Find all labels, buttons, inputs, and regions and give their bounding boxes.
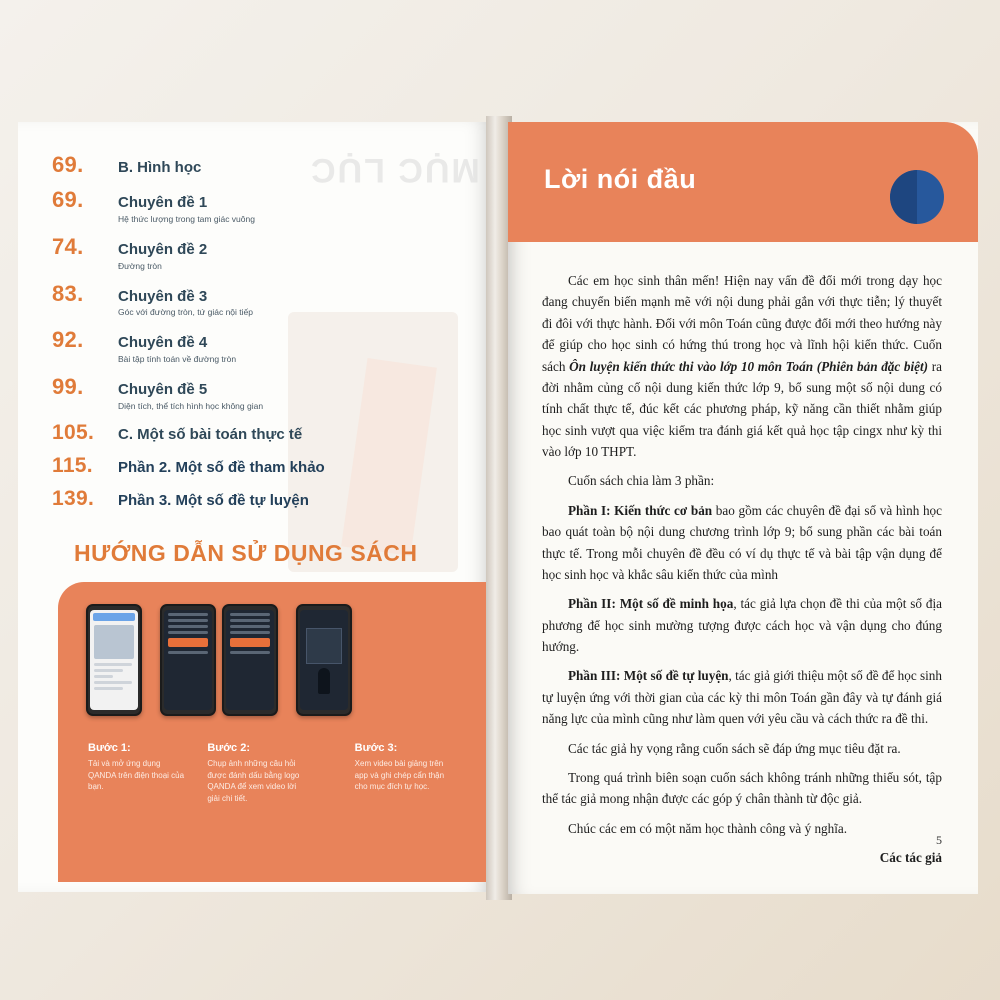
usage-guide-heading: HƯỚNG DẪN SỬ DỤNG SÁCH: [74, 540, 418, 566]
preface-paragraph: Các tác giả hy vọng rằng cuốn sách sẽ đáp ứng mục tiêu đặt ra.: [568, 740, 901, 756]
toc-entry-title: Chuyên đề 4: [118, 334, 208, 352]
toc-page-number: 69.: [52, 187, 84, 212]
toc-entry-title: C. Một số bài toán thực tế: [118, 425, 303, 443]
toc-page-number: 115.: [52, 453, 93, 477]
phone-step-2a-icon: [160, 604, 216, 716]
table-of-contents: [52, 152, 452, 518]
step-title: Bước 2:: [207, 742, 251, 754]
step-description: Xem video bài giảng trên app và ghi chép cẩn thận cho mục đích tự học.: [354, 759, 445, 792]
phone-step-3-icon: [296, 604, 352, 716]
toc-entry-title: Chuyên đề 1: [118, 194, 208, 211]
usage-step: [207, 742, 308, 804]
toc-entry-title: Phần 2. Một số đề tham khảo: [118, 458, 325, 476]
preface-signature: Các tác giả: [879, 850, 942, 865]
toc-entry[interactable]: [52, 487, 452, 511]
usage-step: [355, 742, 456, 804]
step-title: Bước 1:: [88, 742, 131, 754]
step-title: Bước 3:: [354, 742, 398, 754]
usage-steps: [88, 742, 468, 804]
toc-entry-subtitle: Đường tròn: [118, 260, 162, 271]
step-description: Tải và mở ứng dụng QANDA trên điện thoại của bạn.: [88, 759, 185, 792]
toc-entry-subtitle: Góc với đường tròn, tứ giác nội tiếp: [118, 307, 253, 318]
phone-step-1-icon: [86, 604, 142, 716]
toc-entry[interactable]: [52, 234, 452, 272]
publisher-logo-icon: [890, 170, 944, 224]
toc-page-number: 105.: [52, 420, 95, 444]
page-number: 5: [936, 833, 942, 847]
open-book: [0, 110, 1000, 900]
toc-entry[interactable]: [52, 421, 452, 445]
preface-paragraph: Phần I: Kiến thức cơ bản bao gồm các chuyên đề đại số và hình học bao quát toàn bộ nội dung chương trình lớp 9; bổ sung phần các bài toán thực tế. Trong mỗi chuyên đề đều có ví dụ thực tế và bài tập vận dụng để học sinh học và khắc sâu kiến thức của mình: [542, 502, 942, 582]
preface-title: Lời nói đầu: [544, 164, 697, 194]
toc-page-number: 139.: [52, 486, 95, 510]
preface-paragraph: Trong quá trình biên soạn cuốn sách không tránh những thiếu sót, tập thể tác giả mong nhận được các góp ý chân thành từ độc giả.: [542, 769, 942, 807]
toc-entry-subtitle: Bài tập tính toán về đường tròn: [118, 354, 237, 365]
right-page: [508, 122, 978, 894]
preface-paragraph: Chúc các em có một năm học thành công và ý nghĩa.: [568, 820, 848, 836]
toc-entry-title: Phần 3. Một số đề tự luyện: [118, 491, 309, 509]
preface-paragraph: Phần III: Một số đề tự luyện, tác giả giới thiệu một số đề để học sinh tự luyện ứng với thời gian của các kỳ thi môn Toán gần đây và tự đánh giá năng lực của mình cũng như làm quen với yêu cầu và cách thức ra đề thi.: [542, 668, 942, 727]
toc-entry-title: Chuyên đề 3: [118, 287, 208, 305]
preface-body: [542, 270, 942, 876]
preface-paragraph: Phần II: Một số đề minh họa, tác giả lựa chọn đề thi của một số địa phương để học sinh mường tượng được cách học và vận dụng cho đúng hướng.: [542, 596, 942, 654]
preface-paragraph: Cuốn sách chia làm 3 phần:: [568, 473, 715, 489]
toc-entry-title: Chuyên đề 5: [118, 381, 208, 399]
toc-entry-title: Chuyên đề 2: [118, 240, 208, 258]
toc-entry[interactable]: [52, 374, 452, 412]
toc-page-number: 92.: [52, 327, 84, 353]
toc-page-number: 83.: [52, 280, 84, 306]
toc-entry[interactable]: [52, 187, 452, 225]
toc-page-number: 99.: [52, 374, 84, 400]
toc-page-number: 74.: [52, 233, 84, 259]
phone-step-2b-icon: [222, 604, 278, 716]
table-of-contents-watermark: MỤC LỤC: [309, 151, 480, 189]
toc-entry[interactable]: [52, 152, 452, 178]
toc-entry[interactable]: [52, 454, 452, 478]
preface-paragraph: Các em học sinh thân mến! Hiện nay vấn đề đổi mới trong dạy học đang chuyển biến mạnh mẽ với nội dung phải gắn với thực tiễn; lý thuyết đi đôi với thực hành. Đối với môn Toán cũng được đổi mới theo hướng này để giúp cho học sinh có hứng thú trong học và lĩnh hội kiến thức. Cuốn sách Ôn luyện kiến thức thi vào lớp 10 môn Toán (Phiên bản đặc biệt) ra đời nhằm củng cố nội dung kiến thức lớp 9, bổ sung một số nội dung có tính chất thực tế, đúc kết các phương pháp, kỹ năng cần thiết nhằm giúp học sinh vượt qua việc kiểm tra đánh giá kết quả học tập cingx như kỳ thi vào lớp 10 THPT.: [542, 273, 942, 459]
usage-guide-panel: [58, 582, 488, 882]
toc-entry-subtitle: Diện tích, thể tích hình học không gian: [118, 400, 264, 411]
left-page: [18, 122, 488, 892]
toc-entry[interactable]: [52, 281, 452, 319]
toc-entry[interactable]: [52, 327, 452, 365]
step-description: Chụp ảnh những câu hỏi được đánh dấu bằng logo QANDA để xem video lời giải chi tiết.: [207, 759, 300, 803]
toc-page-number: 69.: [52, 152, 84, 177]
toc-entry-subtitle: Hệ thức lượng trong tam giác vuông: [118, 213, 255, 224]
phone-illustrations: [86, 604, 352, 716]
phone-step-2-icons: [160, 604, 278, 716]
toc-entry-title: B. Hình học: [118, 159, 202, 176]
usage-step: [88, 742, 189, 804]
